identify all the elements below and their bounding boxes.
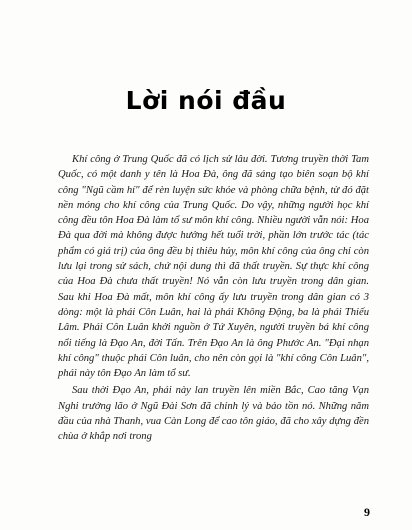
page-number: 9 [364, 505, 370, 519]
paragraph-2: Sau thời Đạo An, phái này lan truyền lên miền Bắc, Cao tăng Vạn Nghi trưởng lão ở Ngũ Đài Sơn đã chỉnh lý và bảo tồn nó. Những năm đầu của nhà Thanh, vua Càn Long để cao tôn giáo, đã cho xây dựng đền chùa ở khắp nơi trong [58, 385, 369, 443]
body-text [58, 152, 369, 445]
page-title: Lời nói đầu [125, 86, 287, 115]
paragraph-1: Khí công ở Trung Quốc đã có lịch sử lâu đời. Tương truyền thời Tam Quốc, có một danh y tên là Hoa Đà, ông đã sáng tạo biên soạn bộ khí công "Ngũ cầm hí" để rèn luyện sức khỏe và phòng chữa bệnh, từ đó đặt nền móng cho khí công của Trung Quốc. Do vậy, những người học khí công đều tôn Hoa Đà làm tổ sư môn khí công. Nhiều người vẫn nói: Hoa Đà qua đời mà không được hưởng hết tuổi trời, phần lớn trước tác (tác phẩm có giá trị) của ông đều bị thiêu hủy, môn khí công của ông chỉ còn lưu lại trong sử sách, chứ nội dung thì đã thất truyền. Sự thực khí công của Hoa Đà chưa thất truyền! Nó vẫn còn lưu truyền trong dân gian. Sau khi Hoa Đà mất, môn khí công ấy lưu truyền trong dân gian có 3 dòng: một là phái Côn Luân, hai là phái Không Động, ba là phái Thiếu Lâm. Phái Côn Luân khởi nguồn ở Tứ Xuyên, người truyền bá khí công nổi tiếng là Đạo An, đời Tấn. Trên Đạo An là ông Phước An. "Đại nhạn khí công" thuộc phái Côn luân, cho nên còn gọi là "khí công Côn Luân", phái này tôn Đạo An làm tổ sư. [58, 154, 369, 380]
